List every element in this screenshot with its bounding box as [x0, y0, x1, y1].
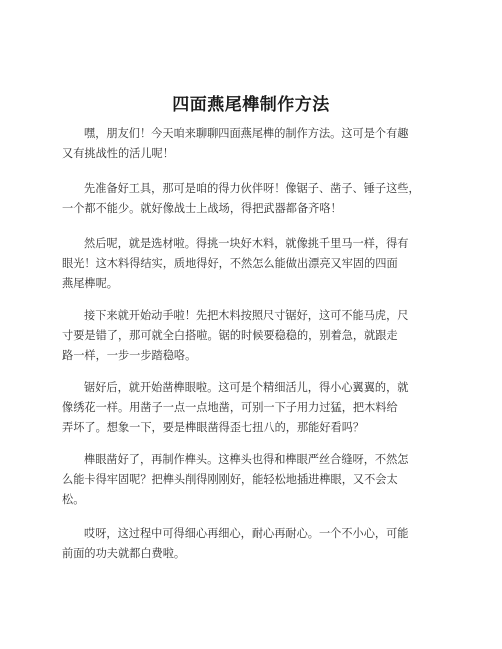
paragraph-line: 寸要是错了，那可就全白搭啦。锯的时候要稳稳的，别着急，就跟走	[62, 329, 398, 342]
paragraph-line: 眼光！这木料得结实，质地得好，不然怎么能做出漂亮又牢固的四面	[62, 257, 398, 270]
paragraph-line: 先准备好工具，那可是咱的得力伙伴呀！像锯子、凿子、锤子这些，	[84, 182, 420, 195]
paragraph-line: 又有挑战性的活儿呢！	[62, 147, 174, 160]
paragraph-line: 前面的功夫就都白费啦。	[62, 547, 186, 560]
paragraph-line: 然后呢，就是选材啦。得挑一块好木料，就像挑千里马一样，得有	[84, 237, 409, 250]
paragraph-line: 松。	[62, 493, 85, 506]
paragraph-sawing	[62, 306, 448, 366]
paragraph-material	[62, 234, 448, 294]
paragraph-line: 一个都不能少。就好像战士上战场，得把武器都备齐咯！	[62, 202, 342, 215]
paragraph-line: 榫眼凿好了，再制作榫头。这榫头也得和榫眼严丝合缝呀，不然怎	[84, 453, 409, 466]
paragraph-line: 像绣花一样。用凿子一点一点地凿，可别一下子用力过猛，把木料给	[62, 401, 398, 414]
paragraph-tools	[62, 179, 448, 219]
paragraph-line: 弄坏了。想象一下，要是榫眼凿得歪七扭八的，那能好看吗？	[62, 421, 365, 434]
paragraph-greeting	[62, 124, 448, 164]
paragraph-line: 哎呀，这过程中可得细心再细心，耐心再耐心。一个不小心，可能	[84, 527, 409, 540]
paragraph-tenon	[62, 450, 448, 510]
paragraph-line: 燕尾榫呢。	[62, 277, 118, 290]
paragraph-line: 么能卡得牢固呢？把榫头削得刚刚好，能轻松地插进榫眼，又不会太	[62, 473, 398, 486]
document-title: 四面燕尾榫制作方法	[172, 95, 330, 115]
paragraph-line: 嘿，朋友们！今天咱来聊聊四面燕尾榫的制作方法。这可是个有趣	[84, 127, 409, 140]
paragraph-line: 锯好后，就开始凿榫眼啦。这可是个精细活儿，得小心翼翼的，就	[84, 381, 409, 394]
paragraph-line: 接下来就开始动手啦！先把木料按照尺寸锯好，这可不能马虎，尺	[84, 309, 409, 322]
paragraph-patience	[62, 524, 448, 564]
paragraph-line: 路一样，一步一步踏稳咯。	[62, 349, 197, 362]
paragraph-mortise	[62, 378, 448, 438]
